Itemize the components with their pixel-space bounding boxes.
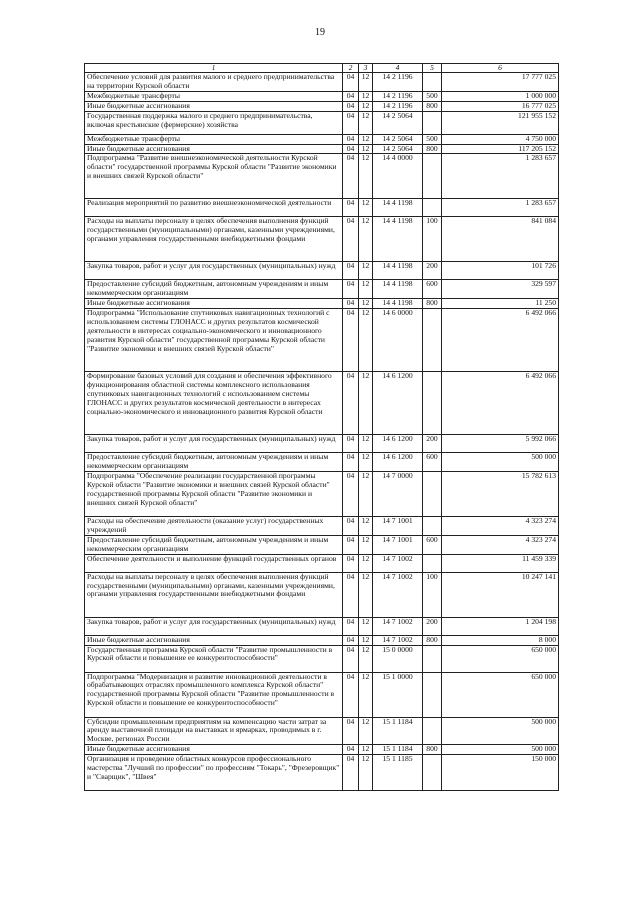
row-code-2: 04: [343, 217, 359, 262]
row-code-5: [423, 111, 442, 134]
row-code-4: 14 2 1196: [373, 101, 423, 111]
row-code-4: 14 7 0000: [373, 471, 423, 516]
row-amount: 5 992 066: [442, 435, 559, 453]
row-amount: 500 000: [442, 453, 559, 472]
row-code-4: 14 4 1198: [373, 199, 423, 217]
table-row: [85, 101, 559, 111]
row-name: Расходы на выплаты персоналу в целях обеспечения выполнения функций государственными (муниципальными) органами, казенными учреждениями, органами управления государственными внебюджетными фондами: [85, 572, 343, 617]
row-code-5: [423, 755, 442, 791]
table-header-row: [85, 64, 559, 73]
row-amount: 117 205 152: [442, 144, 559, 154]
row-code-3: 12: [359, 73, 373, 92]
row-name: Расходы на выплаты персоналу в целях обеспечения выполнения функций государственными (муниципальными) органами, казенными учреждениями, органами управления государственными внебюджетными фондами: [85, 217, 343, 262]
row-code-4: 15 1 1184: [373, 717, 423, 745]
row-code-4: 14 7 1001: [373, 516, 423, 535]
row-amount: 6 492 066: [442, 372, 559, 435]
row-code-3: 12: [359, 309, 373, 372]
table-row: [85, 134, 559, 144]
table-row: [85, 745, 559, 755]
row-code-5: 200: [423, 435, 442, 453]
column-header: 2: [343, 64, 359, 73]
row-code-3: 12: [359, 516, 373, 535]
row-name: Реализация мероприятий по развитию внешнеэкономической деятельности: [85, 199, 343, 217]
table-row: [85, 453, 559, 472]
row-code-3: 12: [359, 154, 373, 199]
table-row: [85, 217, 559, 262]
row-code-4: 14 4 0000: [373, 154, 423, 199]
row-code-4: 14 6 1200: [373, 372, 423, 435]
row-code-2: 04: [343, 535, 359, 554]
row-amount: 6 492 066: [442, 309, 559, 372]
table-row: [85, 91, 559, 101]
row-amount: 500 000: [442, 745, 559, 755]
row-code-3: 12: [359, 262, 373, 280]
row-code-4: 14 6 1200: [373, 435, 423, 453]
row-code-3: 12: [359, 554, 373, 572]
row-amount: 4 323 274: [442, 535, 559, 554]
row-code-4: 14 2 5064: [373, 134, 423, 144]
row-code-4: 14 7 1002: [373, 635, 423, 645]
row-code-4: 14 2 1196: [373, 91, 423, 101]
row-code-3: 12: [359, 672, 373, 717]
table-row: [85, 617, 559, 635]
row-code-2: 04: [343, 516, 359, 535]
row-code-4: 14 2 1196: [373, 73, 423, 92]
row-name: Предоставление субсидий бюджетным, автономным учреждениям и иным некоммерческим организациям: [85, 535, 343, 554]
page-number: 19: [315, 27, 325, 38]
column-header: 4: [373, 64, 423, 73]
row-amount: 841 084: [442, 217, 559, 262]
table-row: [85, 144, 559, 154]
table-row: [85, 111, 559, 134]
row-code-5: 200: [423, 617, 442, 635]
row-name: Предоставление субсидий бюджетным, автономным учреждениям и иным некоммерческим организациям: [85, 453, 343, 472]
row-code-2: 04: [343, 280, 359, 299]
row-name: Подпрограмма "Развитие внешнеэкономической деятельности Курской области" государственной программы Курской области "Развитие экономики и внешних связей Курской области": [85, 154, 343, 199]
row-name: Расходы на обеспечение деятельности (оказание услуг) государственных учреждений: [85, 516, 343, 535]
row-amount: 1 000 000: [442, 91, 559, 101]
row-code-5: 600: [423, 453, 442, 472]
row-code-4: 14 7 1001: [373, 535, 423, 554]
row-code-4: 15 0 0000: [373, 645, 423, 672]
row-amount: 150 000: [442, 755, 559, 791]
row-amount: 650 000: [442, 672, 559, 717]
row-code-2: 04: [343, 617, 359, 635]
table-row: [85, 435, 559, 453]
row-code-5: 600: [423, 535, 442, 554]
row-code-5: 500: [423, 134, 442, 144]
row-name: Организация и проведение областных конкурсов профессионального мастерства "Лучший по профессии" по профессиям "Токарь", "Фрезеровщик" и "Сварщик", "Швея": [85, 755, 343, 791]
row-code-2: 04: [343, 745, 359, 755]
row-amount: 17 777 025: [442, 73, 559, 92]
row-name: Предоставление субсидий бюджетным, автономным учреждениям и иным некоммерческим организациям: [85, 280, 343, 299]
row-amount: 650 000: [442, 645, 559, 672]
row-code-4: 14 6 0000: [373, 309, 423, 372]
row-name: Обеспечение условий для развития малого и среднего предпринимательства на территории Курской области: [85, 73, 343, 92]
row-code-3: 12: [359, 134, 373, 144]
row-amount: 15 782 613: [442, 471, 559, 516]
row-code-5: [423, 309, 442, 372]
row-code-2: 04: [343, 471, 359, 516]
row-amount: 11 250: [442, 299, 559, 309]
row-code-4: 14 7 1002: [373, 554, 423, 572]
row-code-3: 12: [359, 471, 373, 516]
row-code-4: 15 1 1184: [373, 745, 423, 755]
row-code-5: 600: [423, 280, 442, 299]
row-name: Иные бюджетные ассигнования: [85, 144, 343, 154]
row-code-5: 100: [423, 217, 442, 262]
row-code-5: 800: [423, 635, 442, 645]
table-row: [85, 262, 559, 280]
row-code-3: 12: [359, 635, 373, 645]
row-name: Подпрограмма "Использование спутниковых навигационных технологий с использованием системы ГЛОНАСС и других результатов космической деятельности в интересах социально-экономического и инновационного развития Курской области" государственной программы Курской области "Развитие экономики и внешних связей Курской области": [85, 309, 343, 372]
row-code-2: 04: [343, 154, 359, 199]
row-code-2: 04: [343, 672, 359, 717]
row-code-4: 14 7 1002: [373, 572, 423, 617]
row-code-2: 04: [343, 372, 359, 435]
row-code-4: 14 2 5064: [373, 144, 423, 154]
table-row: [85, 299, 559, 309]
row-code-4: 14 4 1198: [373, 217, 423, 262]
row-code-5: [423, 672, 442, 717]
row-name: Государственная поддержка малого и среднего предпринимательства, включая крестьянские (фермерские) хозяйства: [85, 111, 343, 134]
row-code-5: 800: [423, 144, 442, 154]
row-code-2: 04: [343, 144, 359, 154]
row-code-2: 04: [343, 554, 359, 572]
column-header: 1: [85, 64, 343, 73]
row-code-2: 04: [343, 101, 359, 111]
row-amount: 329 597: [442, 280, 559, 299]
table-row: [85, 635, 559, 645]
row-code-5: 800: [423, 745, 442, 755]
row-code-3: 12: [359, 453, 373, 472]
row-code-5: [423, 554, 442, 572]
row-code-5: 200: [423, 262, 442, 280]
row-code-4: 14 4 1198: [373, 262, 423, 280]
row-amount: 1 283 657: [442, 154, 559, 199]
table-row: [85, 309, 559, 372]
row-code-4: 14 6 1200: [373, 453, 423, 472]
row-code-4: 14 4 1198: [373, 299, 423, 309]
row-code-3: 12: [359, 217, 373, 262]
row-code-2: 04: [343, 572, 359, 617]
row-code-5: 800: [423, 101, 442, 111]
row-code-5: [423, 199, 442, 217]
row-code-2: 04: [343, 453, 359, 472]
row-code-2: 04: [343, 111, 359, 134]
row-code-5: [423, 516, 442, 535]
row-name: Закупка товаров, работ и услуг для государственных (муниципальных) нужд: [85, 435, 343, 453]
row-code-5: [423, 154, 442, 199]
row-code-2: 04: [343, 73, 359, 92]
row-code-3: 12: [359, 144, 373, 154]
row-code-3: 12: [359, 199, 373, 217]
row-code-3: 12: [359, 617, 373, 635]
row-code-3: 12: [359, 755, 373, 791]
row-amount: 11 459 339: [442, 554, 559, 572]
table-row: [85, 672, 559, 717]
row-name: Иные бюджетные ассигнования: [85, 299, 343, 309]
row-code-2: 04: [343, 435, 359, 453]
row-name: Закупка товаров, работ и услуг для государственных (муниципальных) нужд: [85, 617, 343, 635]
row-name: Иные бюджетные ассигнования: [85, 745, 343, 755]
row-amount: 101 726: [442, 262, 559, 280]
row-code-5: [423, 471, 442, 516]
row-name: Межбюджетные трансферты: [85, 91, 343, 101]
row-code-3: 12: [359, 572, 373, 617]
row-code-2: 04: [343, 717, 359, 745]
table-row: [85, 199, 559, 217]
column-header: 6: [442, 64, 559, 73]
table-row: [85, 516, 559, 535]
table-row: [85, 717, 559, 745]
table-row: [85, 554, 559, 572]
row-code-3: 12: [359, 745, 373, 755]
row-code-5: [423, 645, 442, 672]
row-code-5: 800: [423, 299, 442, 309]
table-row: [85, 372, 559, 435]
row-code-4: 14 2 5064: [373, 111, 423, 134]
table-row: [85, 535, 559, 554]
row-name: Иные бюджетные ассигнования: [85, 101, 343, 111]
row-code-2: 04: [343, 299, 359, 309]
row-amount: 4 323 274: [442, 516, 559, 535]
table-row: [85, 73, 559, 92]
row-code-3: 12: [359, 91, 373, 101]
row-code-2: 04: [343, 755, 359, 791]
row-code-4: 15 1 1185: [373, 755, 423, 791]
row-code-3: 12: [359, 535, 373, 554]
budget-table: [84, 63, 559, 791]
row-code-3: 12: [359, 717, 373, 745]
row-amount: 10 247 141: [442, 572, 559, 617]
row-name: Подпрограмма "Модернизация и развитие инновационной деятельности в обрабатывающих отраслях промышленного комплекса Курской области" государственной программы Курской области "Развитие промышленности в Курской области и повышение ее конкурентоспособности": [85, 672, 343, 717]
table-row: [85, 471, 559, 516]
row-code-5: [423, 73, 442, 92]
row-amount: 8 000: [442, 635, 559, 645]
row-code-3: 12: [359, 280, 373, 299]
row-code-3: 12: [359, 101, 373, 111]
row-name: Субсидии промышленным предприятиям на компенсацию части затрат за аренду выставочной площади на выставках и ярмарках, проводимых в г. Москве, регионах России: [85, 717, 343, 745]
row-amount: 16 777 025: [442, 101, 559, 111]
table-row: [85, 755, 559, 791]
row-code-4: 15 1 0000: [373, 672, 423, 717]
row-code-4: 14 7 1002: [373, 617, 423, 635]
row-code-5: [423, 372, 442, 435]
row-amount: 500 000: [442, 717, 559, 745]
row-code-3: 12: [359, 299, 373, 309]
row-amount: 121 955 152: [442, 111, 559, 134]
row-name: Государственная программа Курской области "Развитие промышленности в Курской области и повышение ее конкурентоспособности": [85, 645, 343, 672]
row-amount: 4 750 000: [442, 134, 559, 144]
row-code-2: 04: [343, 309, 359, 372]
row-code-3: 12: [359, 372, 373, 435]
row-code-2: 04: [343, 635, 359, 645]
row-code-3: 12: [359, 435, 373, 453]
row-name: Подпрограмма "Обеспечение реализации государственной программы Курской области "Развитие экономики и внешних связей Курской области" государственной программы Курской области "Развитие экономики и внешних связей Курской области": [85, 471, 343, 516]
row-code-2: 04: [343, 199, 359, 217]
row-name: Обеспечение деятельности и выполнение функций государственных органов: [85, 554, 343, 572]
row-code-2: 04: [343, 262, 359, 280]
row-code-5: 500: [423, 91, 442, 101]
table-row: [85, 645, 559, 672]
column-header: 5: [423, 64, 442, 73]
row-code-3: 12: [359, 111, 373, 134]
row-code-5: 100: [423, 572, 442, 617]
row-code-4: 14 4 1198: [373, 280, 423, 299]
table-row: [85, 280, 559, 299]
table-row: [85, 572, 559, 617]
row-code-3: 12: [359, 645, 373, 672]
row-name: Формирование базовых условий для создания и обеспечения эффективного функционирования областной системы комплексного использования спутниковых навигационных технологий с использованием системы ГЛОНАСС и других результатов космической деятельности в интересах социально-экономического и инновационного развития Курской области: [85, 372, 343, 435]
row-code-2: 04: [343, 91, 359, 101]
column-header: 3: [359, 64, 373, 73]
row-code-5: [423, 717, 442, 745]
row-name: Иные бюджетные ассигнования: [85, 635, 343, 645]
row-name: Межбюджетные трансферты: [85, 134, 343, 144]
table-row: [85, 154, 559, 199]
row-amount: 1 283 657: [442, 199, 559, 217]
row-amount: 1 204 198: [442, 617, 559, 635]
row-code-2: 04: [343, 645, 359, 672]
row-code-2: 04: [343, 134, 359, 144]
row-name: Закупка товаров, работ и услуг для государственных (муниципальных) нужд: [85, 262, 343, 280]
